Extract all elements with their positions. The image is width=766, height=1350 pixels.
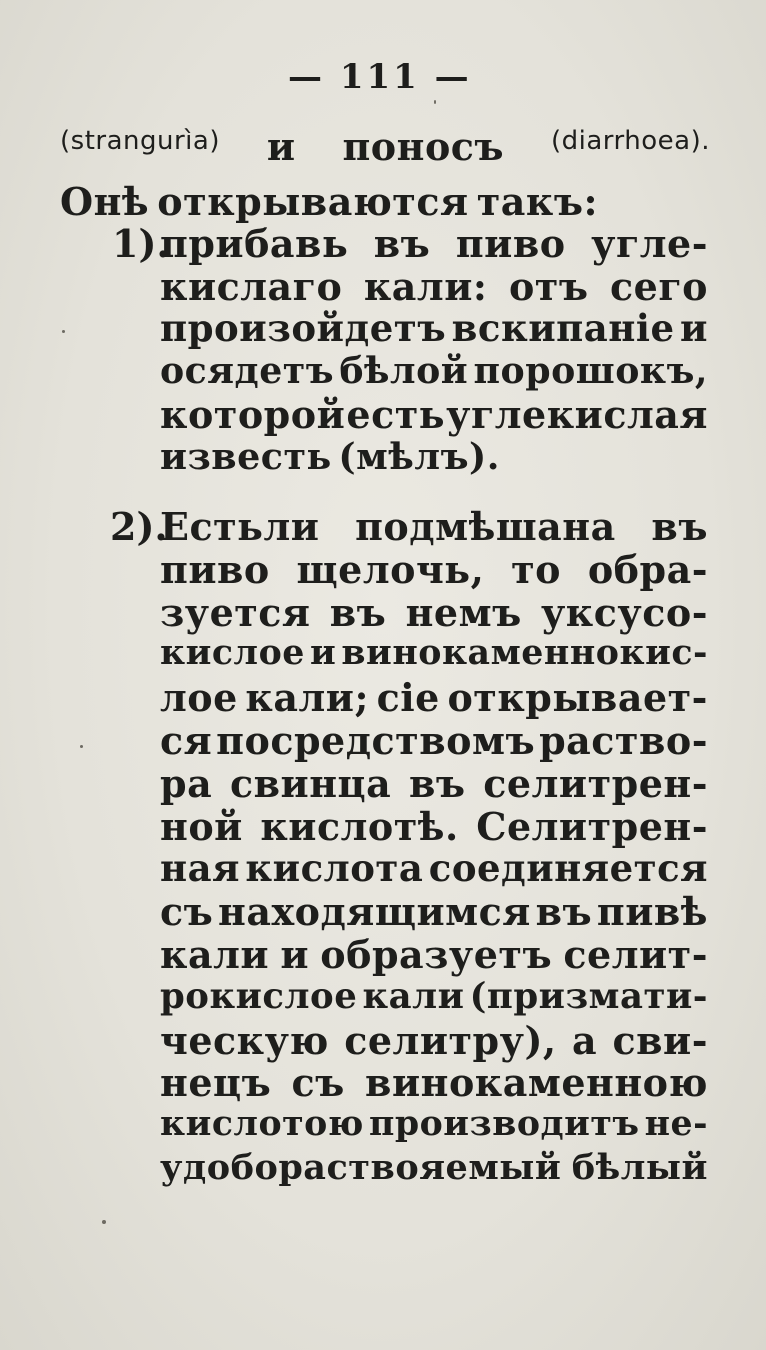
text-word: которой — [160, 392, 346, 437]
text-word: немъ — [405, 590, 522, 635]
text-word: кали — [160, 932, 270, 977]
text-line — [160, 435, 500, 478]
text-word: ра — [160, 761, 213, 806]
text-word: ной — [160, 804, 243, 849]
text-word: кислотѣ. — [260, 804, 459, 849]
text-word: бѣлой — [339, 349, 469, 392]
text-word: въ — [535, 889, 593, 934]
text-line — [160, 306, 708, 350]
paper-speck — [434, 100, 436, 104]
text-word: винокаменнокис- — [341, 632, 708, 673]
paper-speck — [80, 745, 83, 748]
text-word: въ — [408, 761, 466, 806]
text-line — [160, 804, 708, 849]
text-word: (strangurìa) — [60, 126, 220, 156]
text-word: (призмати- — [469, 976, 708, 1017]
text-line — [160, 675, 708, 720]
text-word: находящимся — [218, 889, 531, 934]
text-word: порошокъ, — [473, 349, 708, 392]
text-word: Селитрен- — [476, 804, 708, 849]
text-word: отъ — [508, 264, 589, 309]
text-word: угле- — [591, 221, 708, 266]
text-word: кали; — [245, 675, 369, 720]
text-line — [160, 392, 708, 437]
text-line — [160, 547, 708, 592]
text-word: нецъ — [160, 1060, 272, 1105]
text-word: селитру), — [344, 1018, 557, 1063]
text-word: селитрен- — [483, 761, 708, 806]
text-word: пивѣ — [596, 889, 708, 934]
text-line — [160, 590, 708, 635]
text-line — [160, 932, 708, 977]
item-marker-2: 2). — [110, 504, 168, 549]
text-word: и — [309, 632, 337, 673]
text-word: въ — [329, 590, 387, 635]
text-line — [160, 264, 708, 309]
text-line — [160, 632, 708, 673]
text-line — [60, 124, 710, 169]
text-word: съ — [291, 1060, 345, 1105]
text-word: удобораствояемый — [160, 1147, 562, 1188]
text-word: посредствомъ — [216, 718, 536, 763]
text-line — [160, 976, 708, 1017]
text-word: въ — [373, 221, 431, 266]
text-line — [160, 349, 708, 392]
text-word: кислое — [160, 632, 305, 673]
text-line — [160, 1147, 708, 1188]
text-line — [60, 179, 598, 224]
text-word: то — [511, 547, 562, 592]
text-word: есть — [346, 392, 446, 437]
text-word: свинца — [229, 761, 392, 806]
text-word: рокислое — [160, 976, 358, 1017]
item-marker-1: 1). — [112, 221, 170, 266]
text-word: открываются — [157, 179, 469, 224]
text-line — [160, 761, 708, 806]
text-word: (diarrhoea). — [550, 126, 710, 156]
text-word: пиво — [160, 547, 270, 592]
text-word: кали — [362, 976, 465, 1017]
text-word: сви- — [612, 1018, 708, 1063]
text-word: въ — [651, 504, 708, 549]
text-word: Естьли — [160, 504, 320, 549]
text-word: щелочь, — [296, 547, 485, 592]
text-word: соединяется — [428, 846, 708, 890]
text-word: и — [680, 306, 708, 350]
text-word: не- — [644, 1103, 708, 1144]
text-line — [160, 1060, 708, 1105]
text-line — [160, 1103, 708, 1144]
text-word: пиво — [455, 221, 566, 266]
text-word: открывает- — [447, 675, 708, 720]
text-line — [160, 889, 708, 934]
text-line — [160, 1018, 708, 1063]
text-word: производитъ — [368, 1103, 640, 1144]
text-word: винокаменною — [365, 1060, 708, 1105]
text-word: уксусо- — [540, 590, 708, 635]
text-word: бѣлый — [571, 1147, 708, 1188]
text-word: лое — [160, 675, 238, 720]
text-word: прибавь — [160, 221, 349, 266]
text-word: сего — [610, 264, 708, 309]
text-word: кислаго — [160, 264, 343, 309]
text-word: обра- — [587, 547, 708, 592]
text-word: и — [266, 124, 296, 169]
text-word: вскипаніе — [451, 306, 675, 350]
text-word: кислотою — [160, 1103, 364, 1144]
text-word: произойдетъ — [160, 306, 447, 350]
text-line — [160, 846, 708, 890]
text-word: ная — [160, 846, 240, 890]
text-word: ческую — [160, 1018, 329, 1063]
text-word: образуетъ — [320, 932, 553, 977]
paper-speck — [62, 330, 65, 333]
text-word: Онѣ — [60, 179, 150, 224]
page-header: — 111 — — [288, 57, 472, 97]
text-word: а — [572, 1018, 598, 1063]
text-word: съ — [160, 889, 214, 934]
text-word: подмѣшана — [355, 504, 616, 549]
text-word: углекислая — [446, 392, 708, 437]
text-word: известь — [160, 435, 332, 478]
text-word: селит- — [563, 932, 708, 977]
text-line — [160, 718, 708, 763]
text-word: кали: — [363, 264, 488, 309]
text-word: поносъ — [342, 124, 505, 169]
paper-speck — [102, 1220, 106, 1224]
text-line — [160, 504, 708, 549]
text-word: кислота — [245, 846, 424, 890]
text-word: ся — [160, 718, 213, 763]
text-word: сіе — [376, 675, 440, 720]
text-word: раство- — [539, 718, 708, 763]
text-word: осядетъ — [160, 349, 335, 392]
text-word: такъ: — [476, 179, 598, 224]
text-word: зуется — [160, 590, 311, 635]
text-line — [160, 221, 708, 266]
text-word: и — [280, 932, 309, 977]
text-word: (мѣлъ). — [338, 435, 500, 478]
